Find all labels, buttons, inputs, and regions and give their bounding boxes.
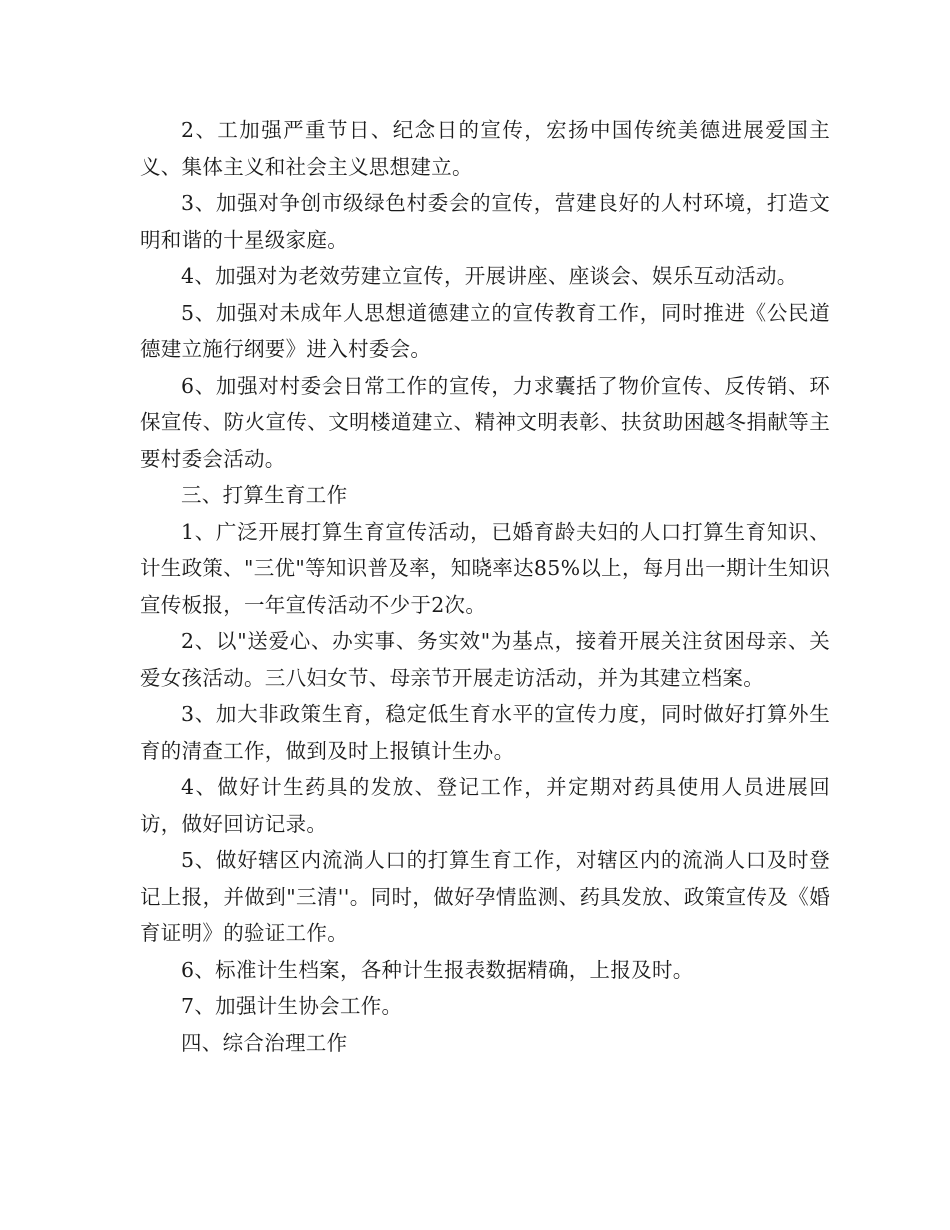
paragraph: 2、工加强严重节日、纪念日的宣传，宏扬中国传统美德进展爱国主义、集体主义和社会主义思想建立。	[140, 118, 830, 179]
paragraph: 5、做好辖区内流淌人口的打算生育工作，对辖区内的流淌人口及时登记上报，并做到"三清''。同时，做好孕情监测、药具发放、政策宣传及《婚育证明》的验证工作。	[140, 848, 830, 945]
document-body	[140, 112, 830, 1061]
paragraph: 1、广泛开展打算生育宣传活动，已婚育龄夫妇的人口打算生育知识、计生政策、"三优"等知识普及率，知晓率达85%以上，每月出一期计生知识宣传板报，一年宣传活动不少于2次。	[140, 519, 830, 617]
paragraph: 6、标准计生档案，各种计生报表数据精确，上报及时。	[181, 957, 694, 982]
paragraph: 4、做好计生药具的发放、登记工作，并定期对药具使用人员进展回访，做好回访记录。	[140, 775, 830, 836]
paragraph: 3、加大非政策生育，稳定低生育水平的宣传力度，同时做好打算外生育的清查工作，做到及时上报镇计生办。	[140, 702, 830, 763]
paragraph: 2、以"送爱心、办实事、务实效"为基点，接着开展关注贫困母亲、关爱女孩活动。三八妇女节、母亲节开展走访活动，并为其建立档案。	[140, 629, 830, 690]
paragraph: 5、加强对未成年人思想道德建立的宣传教育工作，同时推进《公民道德建立施行纲要》进入村委会。	[140, 300, 830, 361]
paragraph: 7、加强计生协会工作。	[181, 994, 403, 1018]
paragraph: 6、加强对村委会日常工作的宣传，力求囊括了物价宣传、反传销、环保宣传、防火宣传、文明楼道建立、精神文明表彰、扶贫助困越冬捐献等主要村委会活动。	[140, 373, 830, 471]
paragraph: 4、加强对为老效劳建立宣传，开展讲座、座谈会、娱乐互动活动。	[181, 264, 798, 288]
paragraph: 3、加强对争创市级绿色村委会的宣传，营建良好的人村环境，打造文明和谐的十星级家庭。	[140, 191, 830, 252]
section-heading: 四、综合治理工作	[181, 1030, 348, 1055]
section-heading: 三、打算生育工作	[181, 483, 348, 507]
